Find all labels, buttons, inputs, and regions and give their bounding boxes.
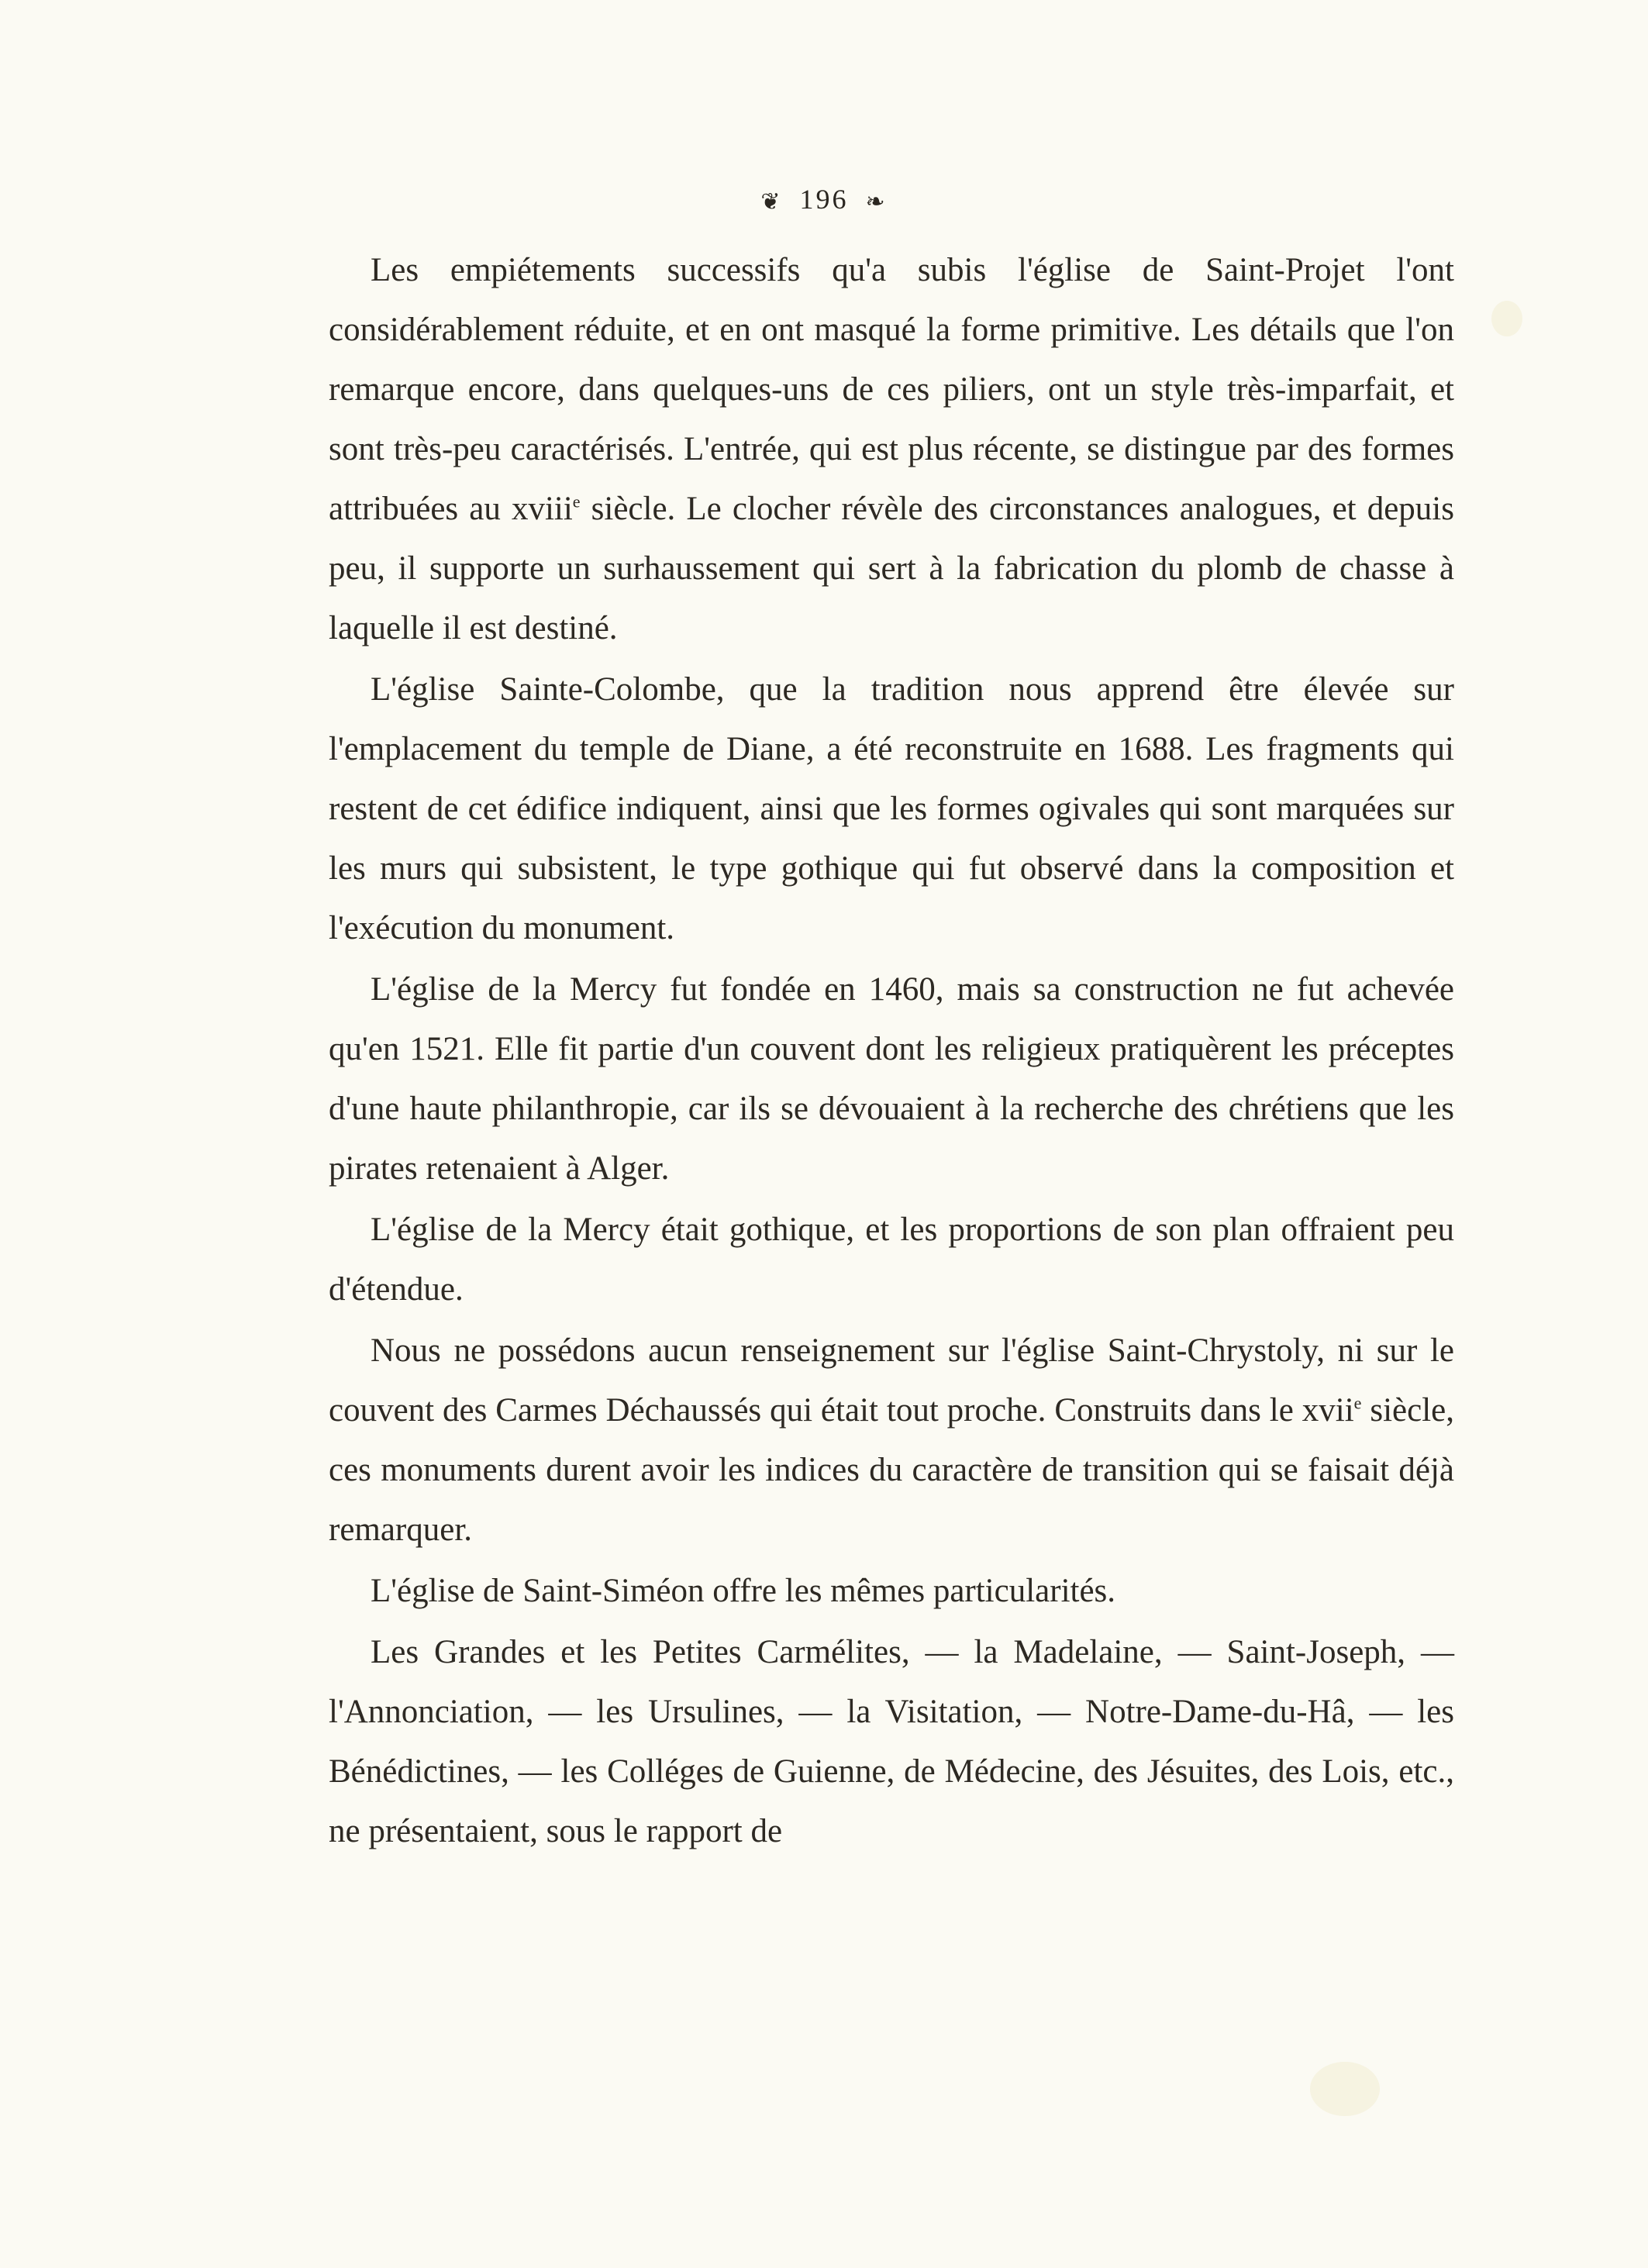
paragraph: L'église Sainte-Colombe, que la tradition nous apprend être élevée sur l'emplacement du temple de Diane, a été reconstruite en 1688. Les fragments qui restent de cet édifice indiquent, ainsi que les formes ogivales qui sont marquées sur les murs qui subsistent, le type gothique qui fut observé dans la composition et l'exécution du monument. [329,671,1454,946]
paragraph: Les empiétements successifs qu'a subis l'église de Saint-Projet l'ont considérablement réduite, et en ont masqué la forme primitive. Les détails que l'on remarque encore, dans quelques-uns de ces piliers, ont un style très-imparfait, et sont très-peu caractérisés. L'entrée, qui est plus récente, se distingue par des formes attribuées au xviii$^e$ siècle. Le clocher révèle des circonstances analogues, et depuis peu, il supporte un surhaussement qui sert à la fabrication du plomb de chasse à laquelle il est destiné. [329,252,1454,646]
paragraph: L'église de la Mercy fut fondée en 1460, mais sa construction ne fut achevée qu'en 1521. Elle fit partie d'un couvent dont les religieux pratiquèrent les préceptes d'une haute philanthropie, car ils se dévouaient à la recherche des chrétiens que les pirates retenaient à Alger. [329,971,1454,1187]
page-header [0,183,1648,215]
ornament-left-icon: ❦ [760,189,783,215]
body-text [329,240,1454,1863]
page-number: 196 [799,184,849,215]
paragraph: Les Grandes et les Petites Carmélites, — la Madelaine, — Saint-Joseph, — l'Annonciation, — les Ursulines, — la Visitation, — Notre-Dame-du-Hâ, — les Bénédictines, — les Colléges de Guienne, de Médecine, des Jésuites, des Lois, etc., ne présentaient, sous le rapport de [329,1634,1454,1849]
paragraph: L'église de Saint-Siméon offre les mêmes particularités. [371,1573,1116,1609]
paper-stain [1310,2062,1380,2116]
paper-stain [1491,301,1522,336]
ornament-right-icon: ❧ [865,189,888,215]
paragraph: L'église de la Mercy était gothique, et les proportions de son plan offraient peu d'étendue. [329,1212,1454,1308]
paragraph: Nous ne possédons aucun renseignement sur l'église Saint-Chrystoly, ni sur le couvent des Carmes Déchaussés qui était tout proche. Construits dans le xvii$^e$ siècle, ces monuments durent avoir les indices du caractère de transition qui se faisait déjà remarquer. [329,1332,1454,1548]
